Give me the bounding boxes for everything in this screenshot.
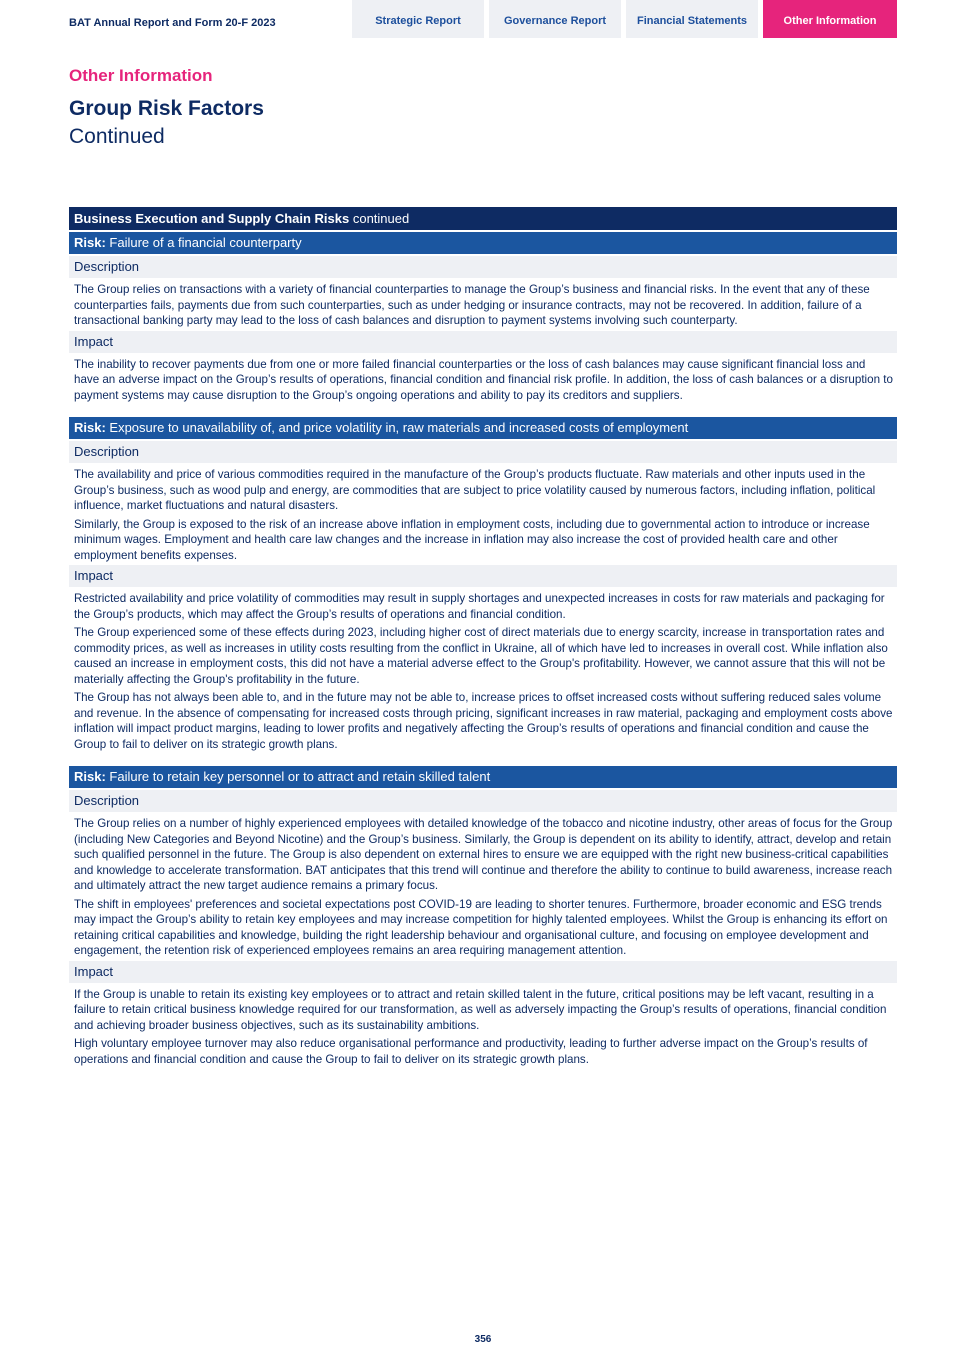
description-paragraph: The Group relies on transactions with a variety of financial counterparties to manage the Group’s business and financial risks. In the event that any of these counterparties fails, payments due from such counterparties, such as under hedging or insurance contracts, may not be recovered. In addition, failure of a transactional banking party may lead to the loss of cash balances and disruption to payment systems involving such counterparty. [74, 283, 870, 327]
risk-title: Exposure to unavailability of, and price volatility in, raw materials and increased costs of employment [105, 420, 689, 435]
impact-header: Impact [69, 331, 897, 353]
risk-title: Failure of a financial counterparty [105, 235, 302, 250]
report-title: BAT Annual Report and Form 20-F 2023 [69, 17, 276, 29]
description-header: Description [69, 790, 897, 812]
page-subtitle: Continued [69, 125, 165, 148]
tab-governance-report[interactable]: Governance Report [489, 0, 621, 38]
category-header [69, 207, 897, 230]
impact-paragraph: Restricted availability and price volatility of commodities may result in supply shortages and unexpected increases in costs for raw materials and packaging for the Group’s products, which may affect the Group’s results of operations and financial condition. [74, 592, 885, 621]
page-number: 356 [474, 1334, 492, 1345]
impact-header: Impact [69, 961, 897, 983]
risk-header [69, 766, 897, 788]
risk-header [69, 417, 897, 439]
category-title: Business Execution and Supply Chain Risks [74, 211, 350, 226]
risk-prefix: Risk: [74, 235, 106, 250]
tab-financial-statements[interactable]: Financial Statements [626, 0, 758, 38]
description-header: Description [69, 441, 897, 463]
tab-strategic-report[interactable]: Strategic Report [352, 0, 484, 38]
description-header: Description [69, 256, 897, 278]
top-navigation [0, 0, 966, 40]
risk-header [69, 232, 897, 254]
category-suffix: continued [349, 211, 410, 226]
section-label: Other Information [69, 66, 213, 85]
tab-other-information[interactable]: Other Information [763, 0, 897, 38]
impact-paragraph: The Group has not always been able to, and in the future may not be able to, increase prices to offset increased costs without suffering reduced sales volume and revenue. In the absence of compensating for increased costs through pricing, significant increases in raw material, packaging and employment costs above inflation will impact product margins, leading to lower profits and negatively affecting the Group’s results of operations and financial condition and cause the Group to fail to deliver on its strategic growth plans. [74, 691, 893, 751]
page-title: Group Risk Factors [69, 97, 264, 120]
risk-block [69, 417, 897, 752]
impact-paragraph: The Group experienced some of these effects during 2023, including higher cost of direct materials due to energy scarcity, increase in transportation rates and commodity prices, as well as increases in utility costs resulting from the conflict in Ukraine, all of which have led to increases in overall cost. While inflation also caused an increase in employment costs, this did not have a material adverse effect to the Group's profitability. However, we cannot assure that this will not be materially affecting the Group's profitability in the future. [74, 626, 888, 686]
impact-paragraph: High voluntary employee turnover may also reduce organisational performance and productivity, leading to further adverse impact on the Group’s results of operations and financial condition and cause the Group to fail to deliver on its strategic growth plans. [74, 1037, 868, 1066]
description-paragraph: The shift in employees' preferences and societal expectations post COVID-19 are leading to shorter tenures. Furthermore, broader economic and ESG trends may impact the Group’s ability to retain key employees and may increase competition for highly talented employees. Whilst the Group is enhancing its effort on retaining critical capabilities and knowledge, building the right leadership behaviour and organisational culture, and focusing on employee development and engagement, the retention risk of experienced employees remains an area requiring management attention. [74, 897, 888, 957]
risk-title: Failure to retain key personnel or to attract and retain skilled talent [105, 769, 491, 784]
risk-table [69, 207, 897, 1081]
impact-paragraph: If the Group is unable to retain its existing key employees or to attract and retain skilled talent in the future, critical positions may be left vacant, resulting in a failure to retain critical business knowledge required for our transformation, as well as adversely impacting the Group’s results of operations, financial condition and achieving broader business objectives, such as its sustainability ambitions. [74, 987, 887, 1032]
risk-block [69, 766, 897, 1067]
impact-paragraph: The inability to recover payments due from one or more failed financial counterparties or the loss of cash balances may cause significant financial loss and have an adverse impact on the Group’s results of operations, financial condition and financial risk profile. In addition, the loss of cash balances or a disruption to payment systems may cause disruption to the Group’s ongoing operations and ability to pay its creditors and suppliers. [74, 357, 893, 402]
risk-prefix: Risk: [74, 769, 106, 784]
impact-header: Impact [69, 565, 897, 587]
description-paragraph: The availability and price of various commodities required in the manufacture of the Group’s products fluctuate. Raw materials and other inputs used in the Group’s business, such as wood pulp and energy, are commodities that are subject to price volatility caused by numerous factors, including inflation, political influence, market fluctuations and natural disasters. [74, 468, 876, 512]
risk-block [69, 232, 897, 403]
description-paragraph: The Group relies on a number of highly experienced employees with detailed knowledge of the tobacco and nicotine industry, other areas of focus for the Group (including New Categories and Beyond Nicotine) and the Group’s business. Similarly, the Group is dependent on its ability to identify, attract, develop and retain such qualified personnel in the future. The Group is also dependent on external hires to ensure we are equipped with the right new business-critical capabilities and knowledge to accelerate transformation. BAT anticipates that this trend will continue and therefore the ability to continue to build awareness, increase reach and ultimately attract the new target audience remains a primary focus. [74, 817, 893, 892]
description-paragraph: Similarly, the Group is exposed to the risk of an increase above inflation in employment costs, including due to governmental action to introduce or increase minimum wages. Employment and health care law changes and the increase in inflation may also increase the cost of provided health care and other employment benefits expenses. [74, 517, 870, 562]
risk-prefix: Risk: [74, 420, 106, 435]
